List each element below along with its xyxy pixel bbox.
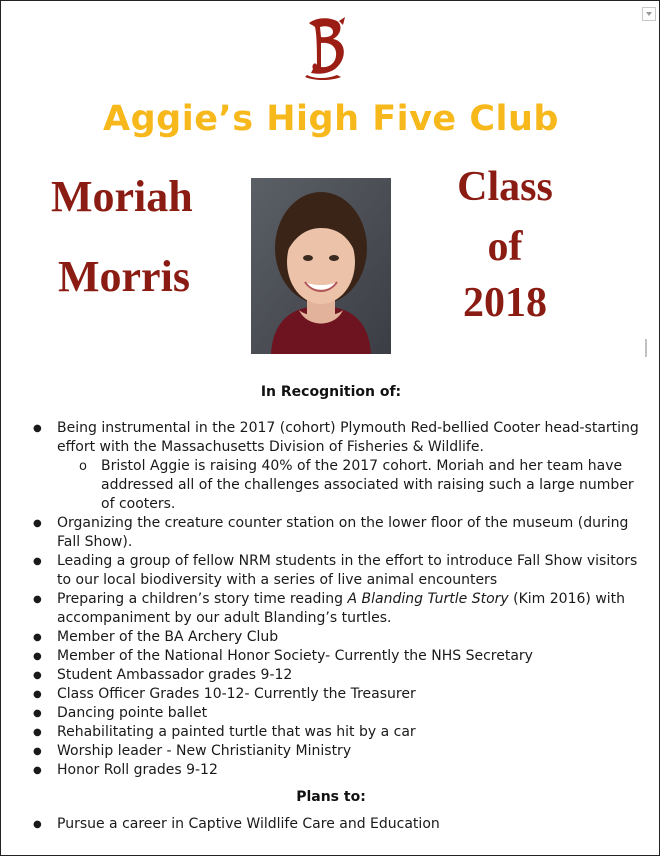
class-label: Class bbox=[457, 164, 553, 210]
list-item: ● Being instrumental in the 2017 (cohort) Plymouth Red-bellied Cooter head-starting effort with the Massachusetts Division of Fisheries & Wildlife. bbox=[31, 419, 641, 457]
plans-heading: Plans to: bbox=[296, 789, 366, 805]
scrollbar-thumb[interactable] bbox=[645, 339, 647, 357]
student-photo bbox=[251, 178, 391, 354]
list-item: ● Member of the National Honor Society- Currently the NHS Secretary bbox=[31, 647, 641, 666]
honoree-last-name: Morris bbox=[58, 252, 190, 301]
scroll-up-arrow[interactable] bbox=[642, 7, 656, 21]
list-item: ● Member of the BA Archery Club bbox=[31, 628, 641, 647]
club-title: Aggie’s High Five Club bbox=[103, 99, 559, 139]
item-text: (Kim 2016) with accompaniment by our adult Blanding’s turtles. bbox=[57, 591, 626, 626]
list-item: ● Pursue a career in Captive Wildlife Care and Education bbox=[31, 815, 641, 834]
list-item: ● Honor Roll grades 9-12 bbox=[31, 761, 641, 780]
sub-list-item: o Bristol Aggie is raising 40% of the 2017 cohort. Moriah and her team have addressed all of the challenges associated with raising such a large number of cooters. bbox=[31, 457, 641, 514]
list-item bbox=[31, 590, 641, 628]
item-text: Preparing a children’s story time reading bbox=[57, 591, 348, 607]
list-item: ● Worship leader - New Christianity Ministry bbox=[31, 742, 641, 761]
list-item: ● Student Ambassador grades 9-12 bbox=[31, 666, 641, 685]
list-item: ● Class Officer Grades 10-12- Currently the Treasurer bbox=[31, 685, 641, 704]
honoree-first-name: Moriah bbox=[51, 172, 193, 221]
list-item: ● Organizing the creature counter station on the lower floor of the museum (during Fall Show). bbox=[31, 514, 641, 552]
class-year: 2018 bbox=[463, 280, 547, 326]
recognition-list bbox=[31, 419, 641, 780]
school-logo bbox=[303, 15, 349, 81]
plans-list bbox=[31, 815, 641, 834]
book-title: A Blanding Turtle Story bbox=[347, 591, 509, 607]
recognition-heading: In Recognition of: bbox=[260, 384, 402, 400]
list-item: ● Leading a group of fellow NRM students in the effort to introduce Fall Show visitors to our local biodiversity with a series of live animal encounters bbox=[31, 552, 641, 590]
list-item: ● Dancing pointe ballet bbox=[31, 704, 641, 723]
class-of-label: of bbox=[487, 224, 523, 270]
list-item: ● Rehabilitating a painted turtle that was hit by a car bbox=[31, 723, 641, 742]
